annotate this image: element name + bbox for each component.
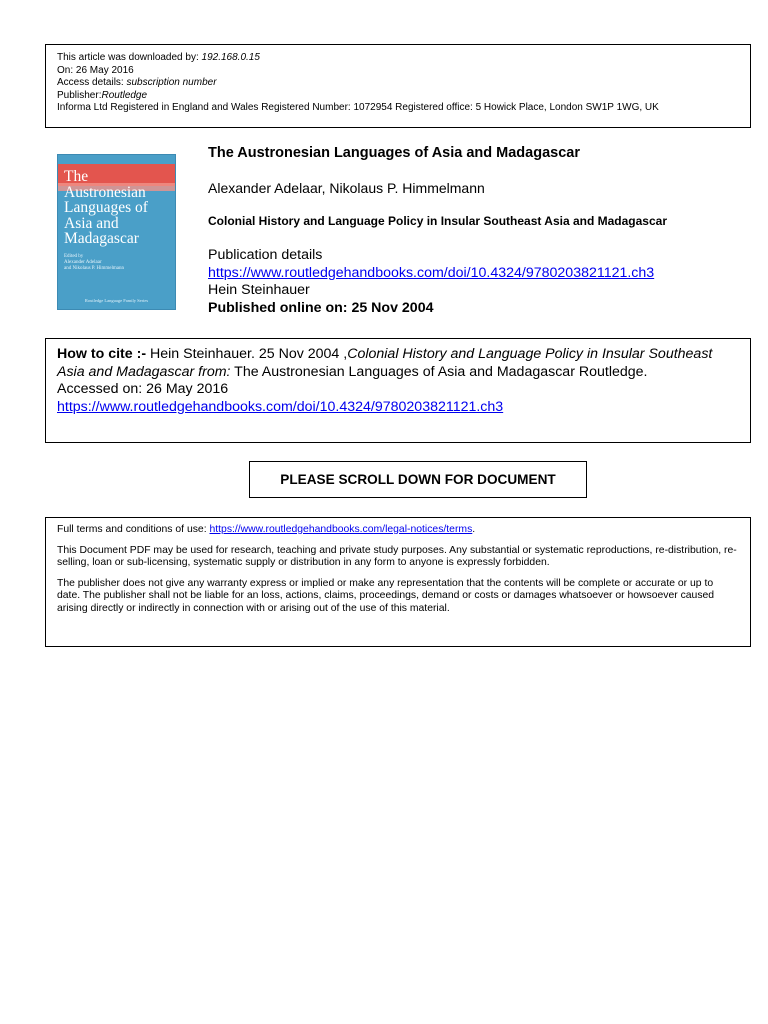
- publication-details: [208, 247, 654, 317]
- book-title: The Austronesian Languages of Asia and Madagascar: [208, 145, 580, 161]
- publication-details-label: Publication details: [208, 247, 323, 263]
- registered-office: Informa Ltd Registered in England and Wales Registered Number: 1072954 Registered office: 5 Howick Place, London SW1P 1WG, UK: [57, 102, 659, 114]
- publisher-line: [57, 90, 739, 103]
- citation-author-date: Hein Steinhauer. 25 Nov 2004 ,: [146, 346, 348, 362]
- chapter-title: Colonial History and Language Policy in Insular Southeast Asia and Madagascar: [208, 214, 667, 228]
- access-details-label: Access details:: [57, 77, 127, 89]
- cover-editors-line: Edited by: [64, 254, 84, 259]
- book-authors: Alexander Adelaar, Nikolaus P. Himmelmann: [208, 180, 485, 196]
- cover-series: Routledge Language Family Series: [84, 298, 149, 303]
- citation-accessed: Accessed on: 26 May 2016: [57, 381, 229, 398]
- download-ip-value: 192.168.0.15: [201, 52, 260, 63]
- cover-editors-line: Alexander Adelaar: [64, 260, 102, 265]
- cover-editors-line: and Nikolaus P. Himmelmann: [64, 266, 124, 271]
- citation-book: The Austronesian Languages of Asia and Madagascar Routledge.: [230, 363, 648, 380]
- terms-link[interactable]: https://www.routledgehandbooks.com/legal-notices/terms: [209, 524, 473, 535]
- cover-title-line: Madagascar: [64, 230, 139, 247]
- cover-title-line: The: [64, 168, 89, 185]
- how-to-cite-label: How to cite :-: [57, 346, 147, 362]
- terms-link-suffix: .: [472, 524, 476, 535]
- how-to-cite-box: [45, 338, 751, 443]
- terms-usage-paragraph: This Document PDF may be used for research, teaching and private study purposes. Any substantial or systematic reproductions, re-distribution, re-selling, loan or sub-licensing, systematic supply or distribution in any form to anyone is expressly forbidden.: [57, 544, 737, 569]
- terms-intro: [57, 524, 739, 537]
- download-ip-label: This article was downloaded by:: [57, 52, 202, 63]
- terms-intro-label: Full terms and conditions of use:: [57, 524, 210, 535]
- chapter-author: Hein Steinhauer: [208, 282, 310, 298]
- doi-link[interactable]: https://www.routledgehandbooks.com/doi/10.4324/9780203821121.ch3: [208, 264, 655, 281]
- cover-editors: [64, 254, 169, 272]
- terms-disclaimer-paragraph: The publisher does not give any warranty express or implied or make any representation that the contents will be complete or accurate or up to date. The publisher shall not be liable for an loss, actions, claims, proceedings, demand or costs or damages whatsoever or howsoever caused arising directly or indirectly in connection with or arising out of the use of this material.: [57, 577, 715, 614]
- citation-text: [57, 346, 739, 381]
- terms-box: [45, 517, 751, 647]
- scroll-down-notice: PLEASE SCROLL DOWN FOR DOCUMENT: [249, 461, 587, 498]
- download-ip-line: [57, 52, 739, 65]
- published-online-date: Published online on: 25 Nov 2004: [208, 299, 434, 316]
- download-date: On: 26 May 2016: [57, 64, 134, 76]
- cover-title-line: Languages of: [64, 199, 148, 216]
- access-details-line: [57, 77, 739, 90]
- download-info-box: [45, 44, 751, 128]
- citation-doi-link[interactable]: https://www.routledgehandbooks.com/doi/10.4324/9780203821121.ch3: [57, 398, 504, 415]
- cover-title-line: Austronesian: [64, 183, 146, 201]
- cover-title-line: Asia and: [64, 214, 119, 232]
- cover-title: [64, 169, 176, 247]
- citation-chapter: Colonial History and Language Policy in Insular Southeast Asia and Madagascar from:: [57, 346, 713, 380]
- book-cover-image: [57, 154, 176, 310]
- publisher-value: Routledge: [101, 89, 148, 101]
- access-details-value: subscription number: [126, 77, 217, 89]
- publisher-label: Publisher:: [57, 89, 102, 101]
